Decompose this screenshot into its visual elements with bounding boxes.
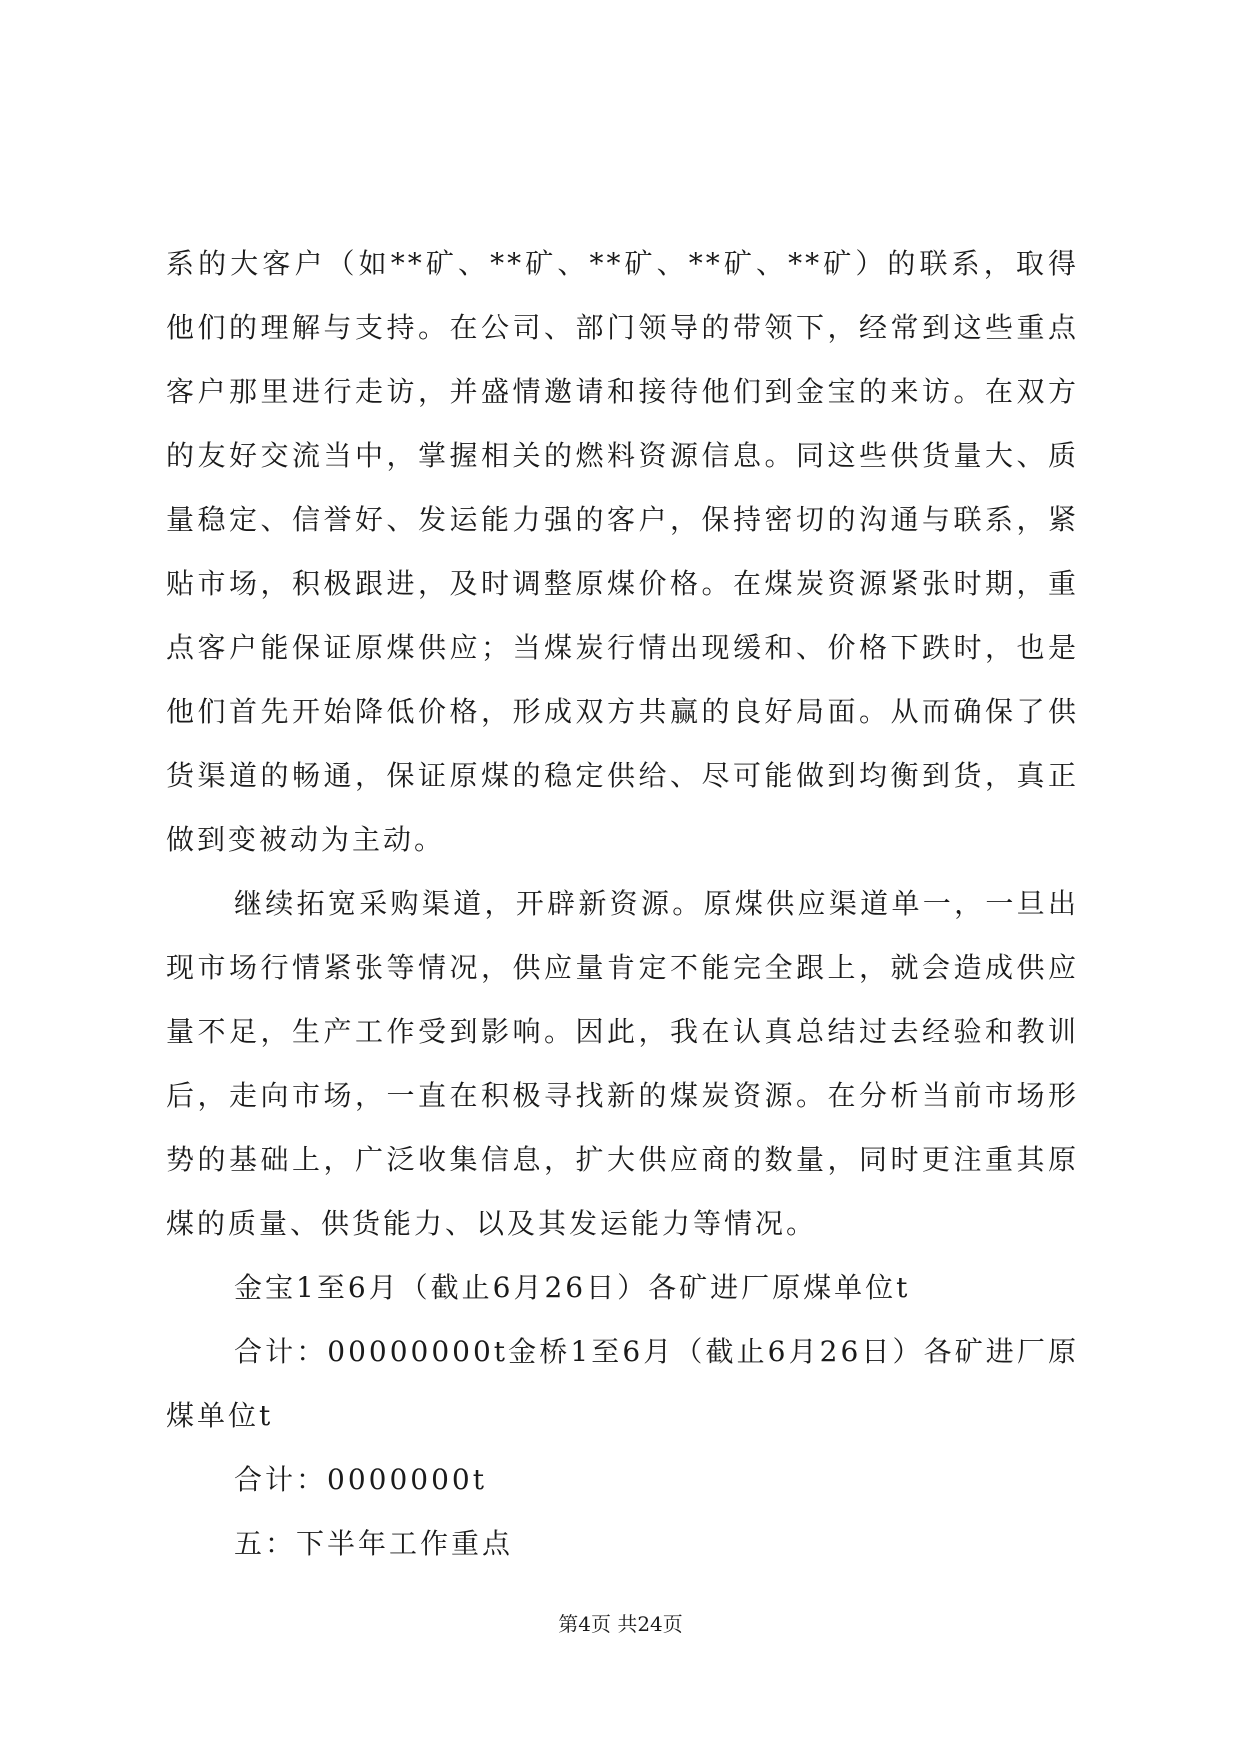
document-body	[166, 232, 1079, 1576]
paragraph-jinqiao-total: 合计：0000000t	[234, 1463, 487, 1496]
paragraph-new-sources: 继续拓宽采购渠道，开辟新资源。原煤供应渠道单一，一旦出现市场行情紧张等情况，供应量肯定不能完全跟上，就会造成供应量不足，生产工作受到影响。因此，我在认真总结过去经验和教训后，走向市场，一直在积极寻找新的煤炭资源。在分析当前市场形势的基础上，广泛收集信息，扩大供应商的数量，同时更注重其原煤的质量、供货能力、以及其发运能力等情况。	[166, 887, 1079, 1240]
page-number-footer: 第4页 共24页	[558, 1612, 683, 1636]
section-heading-second-half-priorities: 五：下半年工作重点	[234, 1527, 514, 1560]
paragraph-major-customers: 系的大客户（如**矿、**矿、**矿、**矿、**矿）的联系，取得他们的理解与支持。在公司、部门领导的带领下，经常到这些重点客户那里进行走访，并盛情邀请和接待他们到金宝的来访。在双方的友好交流当中，掌握相关的燃料资源信息。同这些供货量大、质量稳定、信誉好、发运能力强的客户，保持密切的沟通与联系，紧贴市场，积极跟进，及时调整原煤价格。在煤炭资源紧张时期，重点客户能保证原煤供应；当煤炭行情出现缓和、价格下跌时，也是他们首先开始降低价格，形成双方共赢的良好局面。从而确保了供货渠道的畅通，保证原煤的稳定供给、尽可能做到均衡到货，真正做到变被动为主动。	[166, 247, 1079, 856]
paragraph-jinbao-total-jinqiao: 合计：00000000t金桥1至6月（截止6月26日）各矿进厂原煤单位t	[166, 1335, 1079, 1432]
paragraph-jinbao-coal-intake: 金宝1至6月（截止6月26日）各矿进厂原煤单位t	[234, 1271, 911, 1304]
